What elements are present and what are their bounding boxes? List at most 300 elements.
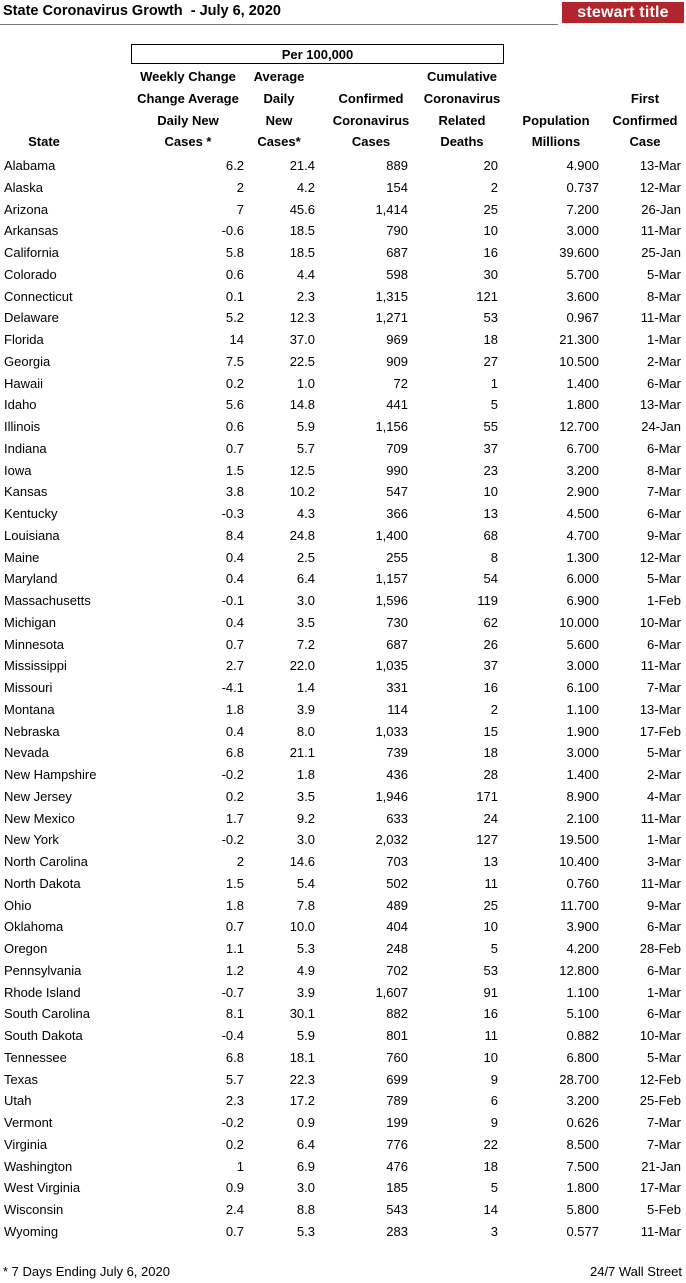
state-name: Iowa bbox=[4, 462, 32, 478]
confirmed-cases-value: 1,033 bbox=[375, 723, 408, 739]
state-name: Virginia bbox=[4, 1136, 48, 1152]
header-state bbox=[4, 66, 84, 153]
population-value: 12.700 bbox=[559, 419, 599, 434]
header-line: Cases* bbox=[257, 134, 301, 150]
avg-daily-value: 6.9 bbox=[296, 1158, 315, 1174]
confirmed-cases-value: 1,271 bbox=[375, 310, 408, 326]
state-name: Massachusetts bbox=[4, 593, 91, 608]
population-value: 1.300 bbox=[566, 549, 599, 565]
weekly-change-value: 0.2 bbox=[225, 1136, 244, 1152]
deaths-value: 18 bbox=[483, 332, 498, 347]
weekly-change-value: 14 bbox=[229, 332, 244, 347]
deaths-value: 9 bbox=[490, 1115, 498, 1130]
table-row bbox=[0, 764, 686, 786]
table-row bbox=[0, 242, 686, 264]
population-value: 4.900 bbox=[566, 158, 599, 173]
deaths-value: 53 bbox=[483, 310, 498, 326]
population-value: 10.400 bbox=[559, 854, 599, 869]
population-value: 6.700 bbox=[566, 440, 599, 456]
population-value: 39.600 bbox=[559, 245, 599, 260]
deaths-value: 25 bbox=[483, 897, 498, 913]
table-row bbox=[0, 1134, 686, 1156]
table-row bbox=[0, 155, 686, 177]
avg-daily-value: 5.3 bbox=[296, 1223, 315, 1239]
first-case-value: 25-Jan bbox=[641, 245, 681, 260]
confirmed-cases-value: 760 bbox=[386, 1049, 408, 1065]
first-case-value: 21-Jan bbox=[641, 1158, 681, 1174]
confirmed-cases-value: 2,032 bbox=[375, 832, 408, 848]
weekly-change-value: 6.2 bbox=[225, 158, 244, 173]
weekly-change-value: 0.4 bbox=[225, 571, 244, 587]
weekly-change-value: 2 bbox=[236, 854, 244, 869]
avg-daily-value: 17.2 bbox=[289, 1093, 315, 1109]
avg-daily-value: 37.0 bbox=[289, 332, 315, 347]
confirmed-cases-value: 969 bbox=[386, 332, 408, 347]
population-value: 1.400 bbox=[566, 767, 599, 782]
weekly-change-value: 0.6 bbox=[225, 419, 244, 434]
state-name: Alabama bbox=[4, 158, 56, 173]
avg-daily-value: 3.0 bbox=[296, 832, 315, 848]
table-row bbox=[0, 982, 686, 1004]
avg-daily-value: 6.4 bbox=[296, 571, 315, 587]
state-name: Kentucky bbox=[4, 506, 58, 521]
deaths-value: 53 bbox=[483, 962, 498, 978]
weekly-change-value: -0.2 bbox=[221, 832, 244, 848]
confirmed-cases-value: 72 bbox=[393, 375, 408, 391]
table-row bbox=[0, 655, 686, 677]
header-line: Cumulative bbox=[426, 69, 498, 85]
population-value: 3.000 bbox=[566, 223, 599, 239]
first-case-value: 8-Mar bbox=[647, 288, 681, 304]
confirmed-cases-value: 730 bbox=[386, 614, 408, 630]
state-name: North Carolina bbox=[4, 854, 88, 869]
weekly-change-value: 0.4 bbox=[225, 549, 244, 565]
table-row bbox=[0, 1003, 686, 1025]
table-row bbox=[0, 699, 686, 721]
table-row bbox=[0, 721, 686, 743]
state-name: Nebraska bbox=[4, 723, 60, 739]
first-case-value: 6-Mar bbox=[647, 375, 681, 391]
state-name: New Jersey bbox=[4, 788, 72, 804]
header-line: Change Average bbox=[137, 90, 239, 106]
table-row bbox=[0, 1025, 686, 1047]
deaths-value: 18 bbox=[483, 1158, 498, 1174]
deaths-value: 18 bbox=[483, 745, 498, 761]
first-case-value: 11-Mar bbox=[640, 875, 681, 891]
confirmed-cases-value: 776 bbox=[386, 1136, 408, 1152]
confirmed-cases-value: 990 bbox=[386, 462, 408, 478]
header-cumulative-deaths bbox=[414, 66, 510, 153]
population-value: 2.100 bbox=[566, 810, 599, 826]
avg-daily-value: 4.3 bbox=[296, 506, 315, 521]
page-title: State Coronavirus Growth - July 6, 2020 bbox=[3, 3, 281, 19]
table-row bbox=[0, 438, 686, 460]
deaths-value: 20 bbox=[483, 158, 498, 173]
weekly-change-value: -0.1 bbox=[221, 593, 244, 608]
deaths-value: 9 bbox=[490, 1071, 498, 1087]
weekly-change-value: 1.5 bbox=[225, 875, 244, 891]
confirmed-cases-value: 1,946 bbox=[375, 788, 408, 804]
confirmed-cases-value: 404 bbox=[386, 919, 408, 935]
population-value: 3.900 bbox=[566, 919, 599, 935]
table-row bbox=[0, 1221, 686, 1243]
confirmed-cases-value: 331 bbox=[386, 680, 408, 695]
header-first-case bbox=[604, 66, 686, 153]
confirmed-cases-value: 1,596 bbox=[375, 593, 408, 608]
table-row bbox=[0, 1112, 686, 1134]
first-case-value: 5-Mar bbox=[647, 266, 681, 282]
deaths-value: 16 bbox=[483, 680, 498, 695]
population-value: 6.100 bbox=[566, 680, 599, 695]
deaths-value: 5 bbox=[490, 397, 498, 413]
confirmed-cases-value: 1,035 bbox=[375, 658, 408, 674]
first-case-value: 7-Mar bbox=[647, 1136, 681, 1152]
avg-daily-value: 22.0 bbox=[289, 658, 315, 674]
weekly-change-value: 2 bbox=[236, 179, 244, 195]
deaths-value: 171 bbox=[476, 788, 498, 804]
deaths-value: 55 bbox=[483, 419, 498, 434]
header-line: Cases * bbox=[164, 134, 212, 150]
population-value: 3.200 bbox=[566, 462, 599, 478]
state-name: Illinois bbox=[4, 419, 41, 434]
first-case-value: 7-Mar bbox=[647, 484, 681, 500]
first-case-value: 6-Mar bbox=[647, 919, 681, 935]
header-population bbox=[512, 66, 600, 153]
table-row bbox=[0, 286, 686, 308]
population-value: 1.100 bbox=[566, 984, 599, 1000]
table-row bbox=[0, 1047, 686, 1069]
header-line: Daily bbox=[263, 90, 295, 106]
first-case-value: 1-Mar bbox=[647, 332, 681, 347]
state-name: Oregon bbox=[4, 941, 48, 956]
state-name: Utah bbox=[4, 1093, 32, 1109]
table-row bbox=[0, 873, 686, 895]
per-100k-group-label: Per 100,000 bbox=[131, 44, 504, 64]
population-value: 6.800 bbox=[566, 1049, 599, 1065]
header-line: Cases bbox=[351, 134, 391, 150]
table-row bbox=[0, 808, 686, 830]
deaths-value: 91 bbox=[483, 984, 498, 1000]
avg-daily-value: 4.9 bbox=[296, 962, 315, 978]
state-name: West Virginia bbox=[4, 1180, 81, 1196]
avg-daily-value: 5.7 bbox=[296, 440, 315, 456]
deaths-value: 37 bbox=[483, 658, 498, 674]
table-row bbox=[0, 786, 686, 808]
state-name: Michigan bbox=[4, 614, 57, 630]
state-name: Montana bbox=[4, 701, 55, 717]
state-name: Rhode Island bbox=[4, 984, 81, 1000]
population-value: 10.000 bbox=[559, 614, 599, 630]
weekly-change-value: 5.2 bbox=[225, 310, 244, 326]
footnote: * 7 Days Ending July 6, 2020 bbox=[3, 1264, 170, 1279]
deaths-value: 127 bbox=[476, 832, 498, 848]
first-case-value: 7-Mar bbox=[647, 680, 681, 695]
confirmed-cases-value: 789 bbox=[386, 1093, 408, 1109]
table-row bbox=[0, 503, 686, 525]
table-row bbox=[0, 1177, 686, 1199]
first-case-value: 5-Mar bbox=[647, 1049, 681, 1065]
state-name: Nevada bbox=[4, 745, 49, 761]
first-case-value: 25-Feb bbox=[639, 1093, 681, 1109]
population-value: 19.500 bbox=[559, 832, 599, 848]
population-value: 0.967 bbox=[566, 310, 599, 326]
weekly-change-value: 7.5 bbox=[225, 353, 244, 369]
confirmed-cases-value: 255 bbox=[386, 549, 408, 565]
deaths-value: 16 bbox=[483, 245, 498, 260]
state-name: Arizona bbox=[4, 201, 49, 217]
state-name: Wisconsin bbox=[4, 1202, 64, 1217]
table-row bbox=[0, 329, 686, 351]
population-value: 4.700 bbox=[566, 527, 599, 543]
header-weekly-change bbox=[129, 66, 247, 153]
first-case-value: 1-Mar bbox=[647, 984, 681, 1000]
deaths-value: 54 bbox=[483, 571, 498, 587]
table-row bbox=[0, 481, 686, 503]
confirmed-cases-value: 199 bbox=[386, 1115, 408, 1130]
population-value: 3.000 bbox=[566, 745, 599, 761]
confirmed-cases-value: 687 bbox=[386, 636, 408, 652]
population-value: 4.500 bbox=[566, 506, 599, 521]
avg-daily-value: 30.1 bbox=[289, 1006, 315, 1022]
first-case-value: 5-Feb bbox=[647, 1202, 681, 1217]
first-case-value: 13-Mar bbox=[639, 397, 681, 413]
weekly-change-value: 8.1 bbox=[225, 1006, 244, 1022]
first-case-value: 11-Mar bbox=[640, 658, 681, 674]
deaths-value: 37 bbox=[483, 440, 498, 456]
state-name: New York bbox=[4, 832, 59, 848]
confirmed-cases-value: 703 bbox=[386, 854, 408, 869]
first-case-value: 12-Mar bbox=[639, 179, 681, 195]
header-line: Daily New bbox=[157, 112, 219, 128]
table-row bbox=[0, 351, 686, 373]
population-value: 12.800 bbox=[559, 962, 599, 978]
population-value: 6.900 bbox=[566, 593, 599, 608]
first-case-value: 7-Mar bbox=[647, 1115, 681, 1130]
state-name: Alaska bbox=[4, 179, 44, 195]
avg-daily-value: 1.0 bbox=[296, 375, 315, 391]
state-name: Mississippi bbox=[4, 658, 67, 674]
avg-daily-value: 3.9 bbox=[296, 701, 315, 717]
state-name: South Carolina bbox=[4, 1006, 90, 1022]
state-name: Pennsylvania bbox=[4, 962, 82, 978]
avg-daily-value: 22.5 bbox=[289, 353, 315, 369]
header-line: New bbox=[265, 112, 293, 128]
avg-daily-value: 3.0 bbox=[296, 1180, 315, 1196]
confirmed-cases-value: 185 bbox=[386, 1180, 408, 1196]
confirmed-cases-value: 909 bbox=[386, 353, 408, 369]
confirmed-cases-value: 882 bbox=[386, 1006, 408, 1022]
weekly-change-value: 1.8 bbox=[225, 701, 244, 717]
first-case-value: 2-Mar bbox=[647, 767, 681, 782]
state-name: Connecticut bbox=[4, 288, 73, 304]
population-value: 7.500 bbox=[566, 1158, 599, 1174]
header-line: Confirmed bbox=[338, 90, 404, 106]
source-credit: 24/7 Wall Street bbox=[589, 1264, 682, 1279]
avg-daily-value: 21.4 bbox=[289, 158, 315, 173]
avg-daily-value: 3.5 bbox=[296, 614, 315, 630]
confirmed-cases-value: 1,400 bbox=[375, 527, 408, 543]
first-case-value: 6-Mar bbox=[647, 636, 681, 652]
first-case-value: 5-Mar bbox=[647, 745, 681, 761]
weekly-change-value: 0.1 bbox=[225, 288, 244, 304]
avg-daily-value: 5.3 bbox=[296, 941, 315, 956]
table-row bbox=[0, 1069, 686, 1091]
table-row bbox=[0, 829, 686, 851]
first-case-value: 10-Mar bbox=[639, 614, 681, 630]
weekly-change-value: 1.7 bbox=[225, 810, 244, 826]
confirmed-cases-value: 889 bbox=[386, 158, 408, 173]
title-underline bbox=[0, 24, 558, 25]
confirmed-cases-value: 502 bbox=[386, 875, 408, 891]
avg-daily-value: 3.0 bbox=[296, 593, 315, 608]
deaths-value: 8 bbox=[490, 549, 498, 565]
deaths-value: 22 bbox=[483, 1136, 498, 1152]
first-case-value: 9-Mar bbox=[647, 897, 681, 913]
header-line: Related bbox=[438, 112, 486, 128]
avg-daily-value: 12.5 bbox=[289, 462, 315, 478]
confirmed-cases-value: 598 bbox=[386, 266, 408, 282]
population-value: 2.900 bbox=[566, 484, 599, 500]
confirmed-cases-value: 489 bbox=[386, 897, 408, 913]
state-name: Delaware bbox=[4, 310, 59, 326]
confirmed-cases-value: 739 bbox=[386, 745, 408, 761]
weekly-change-value: 1.8 bbox=[225, 897, 244, 913]
state-name: Tennessee bbox=[4, 1049, 67, 1065]
weekly-change-value: -0.7 bbox=[221, 984, 244, 1000]
avg-daily-value: 22.3 bbox=[289, 1071, 315, 1087]
population-value: 1.800 bbox=[566, 1180, 599, 1196]
population-value: 0.760 bbox=[566, 875, 599, 891]
state-name: Washington bbox=[4, 1158, 73, 1174]
weekly-change-value: 2.7 bbox=[225, 658, 244, 674]
avg-daily-value: 7.2 bbox=[296, 636, 315, 652]
first-case-value: 17-Mar bbox=[639, 1180, 681, 1196]
avg-daily-value: 14.8 bbox=[289, 397, 315, 413]
population-value: 1.400 bbox=[566, 375, 599, 391]
state-name: Oklahoma bbox=[4, 919, 64, 935]
weekly-change-value: 1.5 bbox=[225, 462, 244, 478]
weekly-change-value: 0.6 bbox=[225, 266, 244, 282]
avg-daily-value: 5.9 bbox=[296, 419, 315, 434]
weekly-change-value: -4.1 bbox=[221, 680, 244, 695]
deaths-value: 119 bbox=[477, 593, 498, 608]
state-name: Georgia bbox=[4, 353, 51, 369]
avg-daily-value: 24.8 bbox=[289, 527, 315, 543]
confirmed-cases-value: 366 bbox=[386, 506, 408, 521]
confirmed-cases-value: 1,156 bbox=[375, 419, 408, 434]
confirmed-cases-value: 283 bbox=[386, 1223, 408, 1239]
population-value: 8.900 bbox=[566, 788, 599, 804]
first-case-value: 13-Mar bbox=[639, 158, 681, 173]
population-value: 1.100 bbox=[566, 701, 599, 717]
deaths-value: 3 bbox=[490, 1223, 498, 1239]
table-row bbox=[0, 416, 686, 438]
deaths-value: 30 bbox=[483, 266, 498, 282]
deaths-value: 27 bbox=[483, 353, 498, 369]
state-name: Missouri bbox=[4, 680, 53, 695]
population-value: 3.600 bbox=[566, 288, 599, 304]
deaths-value: 5 bbox=[490, 941, 498, 956]
table-row bbox=[0, 590, 686, 612]
avg-daily-value: 8.0 bbox=[296, 723, 315, 739]
state-name: Colorado bbox=[4, 266, 57, 282]
stewart-title-logo: stewart title bbox=[562, 2, 684, 23]
first-case-value: 8-Mar bbox=[647, 462, 681, 478]
population-value: 3.000 bbox=[566, 658, 599, 674]
table-row bbox=[0, 394, 686, 416]
weekly-change-value: 0.2 bbox=[225, 375, 244, 391]
weekly-change-value: 0.7 bbox=[225, 919, 244, 935]
weekly-change-value: -0.4 bbox=[221, 1028, 244, 1043]
deaths-value: 2 bbox=[490, 179, 498, 195]
state-name: New Hampshire bbox=[4, 767, 97, 782]
population-value: 6.000 bbox=[566, 571, 599, 587]
weekly-change-value: -0.3 bbox=[221, 506, 244, 521]
weekly-change-value: -0.2 bbox=[221, 767, 244, 782]
population-value: 5.600 bbox=[566, 636, 599, 652]
population-value: 1.900 bbox=[566, 723, 599, 739]
first-case-value: 2-Mar bbox=[647, 353, 681, 369]
deaths-value: 6 bbox=[490, 1093, 498, 1109]
weekly-change-value: 0.7 bbox=[225, 1223, 244, 1239]
population-value: 5.800 bbox=[566, 1202, 599, 1217]
deaths-value: 14 bbox=[483, 1202, 498, 1217]
confirmed-cases-value: 248 bbox=[386, 941, 408, 956]
first-case-value: 13-Mar bbox=[639, 701, 681, 717]
avg-daily-value: 7.8 bbox=[296, 897, 315, 913]
header-line: State bbox=[28, 134, 60, 150]
deaths-value: 5 bbox=[490, 1180, 498, 1196]
first-case-value: 12-Feb bbox=[639, 1071, 681, 1087]
state-name: New Mexico bbox=[4, 810, 75, 826]
state-name: Florida bbox=[4, 332, 44, 347]
deaths-value: 24 bbox=[483, 810, 498, 826]
first-case-value: 17-Feb bbox=[639, 723, 681, 739]
avg-daily-value: 9.2 bbox=[296, 810, 315, 826]
weekly-change-value: 1 bbox=[236, 1158, 244, 1174]
first-case-value: 6-Mar bbox=[647, 506, 681, 521]
avg-daily-value: 2.5 bbox=[296, 549, 315, 565]
confirmed-cases-value: 114 bbox=[387, 701, 408, 717]
population-value: 11.700 bbox=[560, 897, 599, 913]
deaths-value: 121 bbox=[476, 288, 498, 304]
weekly-change-value: 2.3 bbox=[225, 1093, 244, 1109]
avg-daily-value: 2.3 bbox=[296, 288, 315, 304]
table-row bbox=[0, 307, 686, 329]
confirmed-cases-value: 1,607 bbox=[375, 984, 408, 1000]
state-name: Kansas bbox=[4, 484, 48, 500]
first-case-value: 6-Mar bbox=[647, 440, 681, 456]
avg-daily-value: 1.8 bbox=[296, 767, 315, 782]
weekly-change-value: 8.4 bbox=[225, 527, 244, 543]
confirmed-cases-value: 543 bbox=[386, 1202, 408, 1217]
weekly-change-value: 5.8 bbox=[225, 245, 244, 260]
weekly-change-value: 5.7 bbox=[225, 1071, 244, 1087]
weekly-change-value: -0.6 bbox=[221, 223, 244, 239]
avg-daily-value: 0.9 bbox=[296, 1115, 315, 1130]
deaths-value: 13 bbox=[483, 854, 498, 869]
avg-daily-value: 12.3 bbox=[289, 310, 315, 326]
table-row bbox=[0, 568, 686, 590]
population-value: 21.300 bbox=[559, 332, 599, 347]
deaths-value: 68 bbox=[483, 527, 498, 543]
header-line: Millions bbox=[531, 134, 581, 150]
confirmed-cases-value: 709 bbox=[386, 440, 408, 456]
deaths-value: 10 bbox=[483, 484, 498, 500]
avg-daily-value: 4.4 bbox=[296, 266, 315, 282]
weekly-change-value: -0.2 bbox=[221, 1115, 244, 1130]
header-average-daily bbox=[244, 66, 314, 153]
